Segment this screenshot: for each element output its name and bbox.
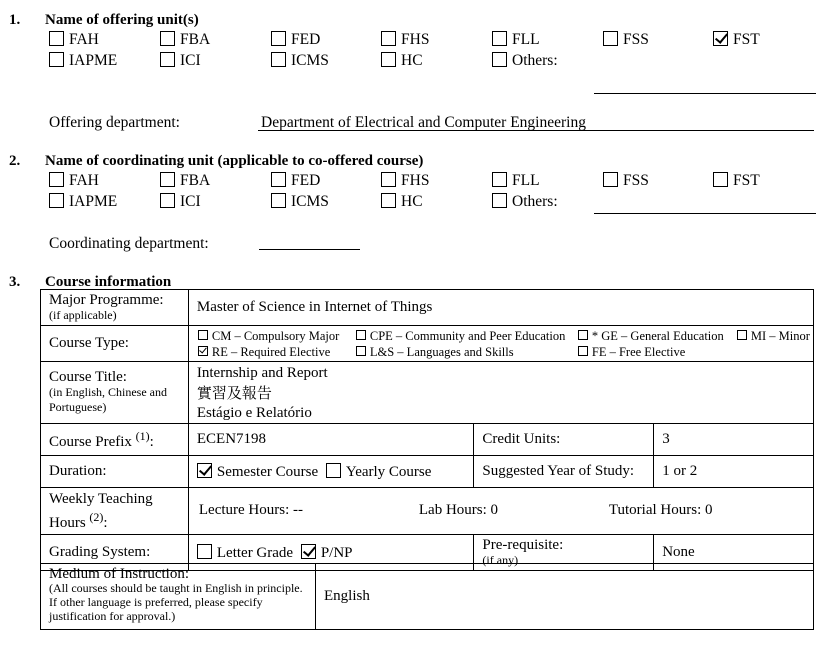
- course-type-label: MI – Minor: [750, 329, 810, 343]
- offering-label-fll: FLL: [512, 31, 540, 48]
- duration-options: [188, 456, 474, 488]
- course-type-row: [41, 326, 814, 362]
- offering-checkbox-fss[interactable]: [603, 31, 618, 46]
- coordinating-label-iapme: IAPME: [69, 193, 118, 210]
- offering-checkbox-fah[interactable]: [49, 31, 64, 46]
- major-label: Major Programme:: [49, 291, 164, 308]
- offering-checkbox-hc[interactable]: [381, 52, 396, 67]
- coordinating-unit-fll[interactable]: [492, 172, 540, 190]
- medium-note: (All courses should be taught in English in principle. If other language is preferred, please specify justification for approval.): [49, 581, 303, 623]
- section-1-title: Name of offering unit(s): [45, 12, 199, 28]
- offering-others-line[interactable]: [594, 93, 816, 94]
- year-of-study-label: Suggested Year of Study:: [474, 456, 654, 488]
- coordinating-label-hc: HC: [401, 193, 423, 210]
- course-type-option[interactable]: [578, 329, 724, 344]
- lecture-hours[interactable]: Lecture Hours: --: [198, 502, 303, 518]
- course-type-options: [188, 326, 813, 362]
- course-type-option[interactable]: [198, 345, 330, 360]
- offering-unit-fst[interactable]: [713, 31, 760, 49]
- offering-checkbox-others[interactable]: [492, 52, 507, 67]
- course-type-checkbox[interactable]: [578, 346, 588, 356]
- coordinating-unit-fba[interactable]: [160, 172, 210, 190]
- coordinating-checkbox-ici[interactable]: [160, 193, 175, 208]
- offering-checkbox-ici[interactable]: [160, 52, 175, 67]
- coordinating-label-fba: FBA: [180, 172, 211, 189]
- lab-hours[interactable]: Lab Hours: 0: [418, 502, 499, 518]
- coordinating-checkbox-others[interactable]: [492, 193, 507, 208]
- medium-label-cell: [41, 564, 316, 630]
- coordinating-unit-iapme[interactable]: [49, 193, 117, 211]
- coordinating-unit-icms[interactable]: [271, 193, 329, 211]
- offering-unit-fah[interactable]: [49, 31, 99, 49]
- coordinating-checkbox-fst[interactable]: [713, 172, 728, 187]
- offering-label-icms: ICMS: [291, 52, 329, 69]
- coordinating-label-fss: FSS: [623, 172, 649, 189]
- offering-checkbox-fll[interactable]: [492, 31, 507, 46]
- offering-label-others: Others:: [512, 52, 558, 69]
- weekly-label: Weekly Teaching Hours: [49, 491, 153, 531]
- offering-checkbox-fba[interactable]: [160, 31, 175, 46]
- coordinating-checkbox-fba[interactable]: [160, 172, 175, 187]
- course-type-option[interactable]: [737, 329, 810, 344]
- course-title-zh[interactable]: 實習及報告: [196, 383, 272, 402]
- course-type-option[interactable]: [198, 329, 339, 344]
- prereq-note: (if any): [482, 552, 519, 567]
- yearly-label: Yearly Course: [345, 463, 432, 480]
- course-title-label-cell: [41, 362, 189, 424]
- coordinating-checkbox-fed[interactable]: [271, 172, 286, 187]
- offering-checkbox-fed[interactable]: [271, 31, 286, 46]
- major-row: [41, 290, 814, 326]
- offering-label-fst: FST: [733, 31, 760, 48]
- offering-unit-others[interactable]: [492, 52, 558, 70]
- weekly-footnote: (2): [89, 510, 104, 524]
- coordinating-checkbox-fss[interactable]: [603, 172, 618, 187]
- course-type-option[interactable]: [578, 345, 685, 360]
- year-of-study-value[interactable]: 1 or 2: [654, 456, 814, 488]
- coordinating-label-ici: ICI: [180, 193, 201, 210]
- course-title-note: (in English, Chinese and Portuguese): [49, 385, 167, 414]
- offering-unit-fll[interactable]: [492, 31, 540, 49]
- section-3-title: Course information: [45, 274, 172, 290]
- offering-department-value[interactable]: Department of Electrical and Computer Engineering: [261, 114, 586, 131]
- coordinating-checkbox-fah[interactable]: [49, 172, 64, 187]
- course-type-option[interactable]: [356, 329, 565, 344]
- offering-label-fed: FED: [291, 31, 321, 48]
- course-type-checkbox[interactable]: [356, 346, 366, 356]
- offering-label-fss: FSS: [623, 31, 649, 48]
- prereq-value[interactable]: None: [654, 535, 814, 571]
- offering-unit-hc[interactable]: [381, 52, 423, 70]
- offering-label-fah: FAH: [69, 31, 99, 48]
- offering-checkbox-icms[interactable]: [271, 52, 286, 67]
- coordinating-unit-others[interactable]: [492, 193, 558, 211]
- coordinating-unit-fst[interactable]: [713, 172, 760, 190]
- coordinating-label-fhs: FHS: [401, 172, 430, 189]
- offering-unit-ici[interactable]: [160, 52, 201, 70]
- coordinating-checkbox-icms[interactable]: [271, 193, 286, 208]
- coordinating-label-fst: FST: [733, 172, 760, 189]
- coordinating-label-icms: ICMS: [291, 193, 329, 210]
- coordinating-unit-ici[interactable]: [160, 193, 201, 211]
- offering-checkbox-fhs[interactable]: [381, 31, 396, 46]
- prefix-label-cell: Course Prefix $^{(1)}$:: [41, 424, 189, 456]
- course-type-checkbox[interactable]: [737, 330, 747, 340]
- offering-department-label: Offering department:: [49, 114, 180, 131]
- coordinating-label-fll: FLL: [512, 172, 540, 189]
- course-type-label: CM – Compulsory Major: [211, 329, 340, 343]
- prefix-row: [41, 424, 814, 456]
- major-note: (if applicable): [49, 307, 117, 322]
- letter-grade-checkbox[interactable]: [197, 544, 212, 559]
- course-type-label: FE – Free Elective: [591, 345, 686, 359]
- credit-value[interactable]: 3: [654, 424, 814, 456]
- major-label-cell: [41, 290, 189, 326]
- course-title-label: Course Title:: [49, 369, 127, 385]
- tutorial-hours[interactable]: Tutorial Hours: 0: [608, 502, 713, 518]
- course-type-label: L&S – Languages and Skills: [369, 345, 514, 359]
- course-title-pt[interactable]: Estágio e Relatório: [196, 404, 312, 421]
- coordinating-checkbox-fll[interactable]: [492, 172, 507, 187]
- coordinating-unit-fss[interactable]: [603, 172, 649, 190]
- offering-label-ici: ICI: [180, 52, 201, 69]
- offering-unit-fba[interactable]: [160, 31, 210, 49]
- coordinating-checkbox-hc[interactable]: [381, 193, 396, 208]
- course-type-label: CPE – Community and Peer Education: [369, 329, 566, 343]
- medium-value[interactable]: English: [316, 564, 814, 630]
- offering-unit-fed[interactable]: [271, 31, 320, 49]
- grading-label: Grading System:: [41, 535, 189, 571]
- semester-checkbox[interactable]: [197, 463, 212, 478]
- section-2-title: Name of coordinating unit (applicable to co-offered course): [45, 153, 424, 169]
- section-3-number: 3.: [9, 274, 21, 290]
- course-type-checkbox[interactable]: [198, 330, 208, 340]
- pnp-checkbox[interactable]: [301, 544, 316, 559]
- weekly-hours-values: [188, 488, 813, 535]
- weekly-hours-row: [41, 488, 814, 535]
- coordinating-unit-fhs[interactable]: [381, 172, 429, 190]
- yearly-checkbox[interactable]: [326, 463, 341, 478]
- offering-department-line: [258, 130, 814, 131]
- course-title-en[interactable]: Internship and Report: [196, 364, 328, 381]
- offering-checkbox-fst[interactable]: [713, 31, 728, 46]
- medium-table: [40, 563, 814, 630]
- course-type-checkbox[interactable]: [198, 346, 208, 356]
- medium-label: Medium of Instruction:: [49, 566, 189, 582]
- offering-unit-fss[interactable]: [603, 31, 649, 49]
- coordinating-unit-hc[interactable]: [381, 193, 423, 211]
- coordinating-label-fah: FAH: [69, 172, 99, 189]
- duration-row: [41, 456, 814, 488]
- coordinating-checkbox-fhs[interactable]: [381, 172, 396, 187]
- coordinating-label-fed: FED: [291, 172, 321, 189]
- credit-label: Credit Units:: [474, 424, 654, 456]
- offering-label-fhs: FHS: [401, 31, 430, 48]
- coordinating-unit-fed[interactable]: [271, 172, 320, 190]
- coordinating-department-label: Coordinating department:: [49, 235, 209, 252]
- prefix-footnote: (1): [135, 428, 150, 443]
- semester-label: Semester Course: [216, 463, 319, 480]
- section-1-number: 1.: [9, 12, 21, 28]
- pnp-label: P/NP: [320, 544, 353, 561]
- weekly-label-cell: Weekly Teaching Hours $^{(2)}$:: [41, 488, 189, 535]
- duration-label: Duration:: [41, 456, 189, 488]
- offering-unit-iapme[interactable]: [49, 52, 117, 70]
- coordinating-checkbox-iapme[interactable]: [49, 193, 64, 208]
- coordinating-unit-fah[interactable]: [49, 172, 99, 190]
- course-type-checkbox[interactable]: [578, 330, 588, 340]
- letter-grade-label: Letter Grade: [216, 544, 294, 561]
- coordinating-department-field[interactable]: [259, 249, 360, 250]
- coordinating-others-line[interactable]: [594, 213, 816, 214]
- course-type-label: * GE – General Education: [591, 329, 724, 343]
- course-type-option[interactable]: [356, 345, 514, 360]
- offering-label-hc: HC: [401, 52, 423, 69]
- offering-checkbox-iapme[interactable]: [49, 52, 64, 67]
- course-type-checkbox[interactable]: [356, 330, 366, 340]
- course-type-label: RE – Required Elective: [211, 345, 331, 359]
- offering-unit-fhs[interactable]: [381, 31, 429, 49]
- prereq-label: Pre-requisite:: [482, 536, 564, 553]
- course-title-row: [41, 362, 814, 424]
- section-2-number: 2.: [9, 153, 21, 169]
- medium-row: [41, 564, 814, 630]
- course-type-label: Course Type:: [41, 326, 189, 362]
- course-info-table: [40, 289, 814, 571]
- offering-label-fba: FBA: [180, 31, 211, 48]
- prefix-label: Course Prefix: [49, 433, 132, 450]
- offering-unit-icms[interactable]: [271, 52, 329, 70]
- major-value[interactable]: Master of Science in Internet of Things: [188, 290, 813, 326]
- prefix-value[interactable]: ECEN7198: [188, 424, 474, 456]
- coordinating-label-others: Others:: [512, 193, 558, 210]
- offering-label-iapme: IAPME: [69, 52, 118, 69]
- course-title-values: [188, 362, 813, 424]
